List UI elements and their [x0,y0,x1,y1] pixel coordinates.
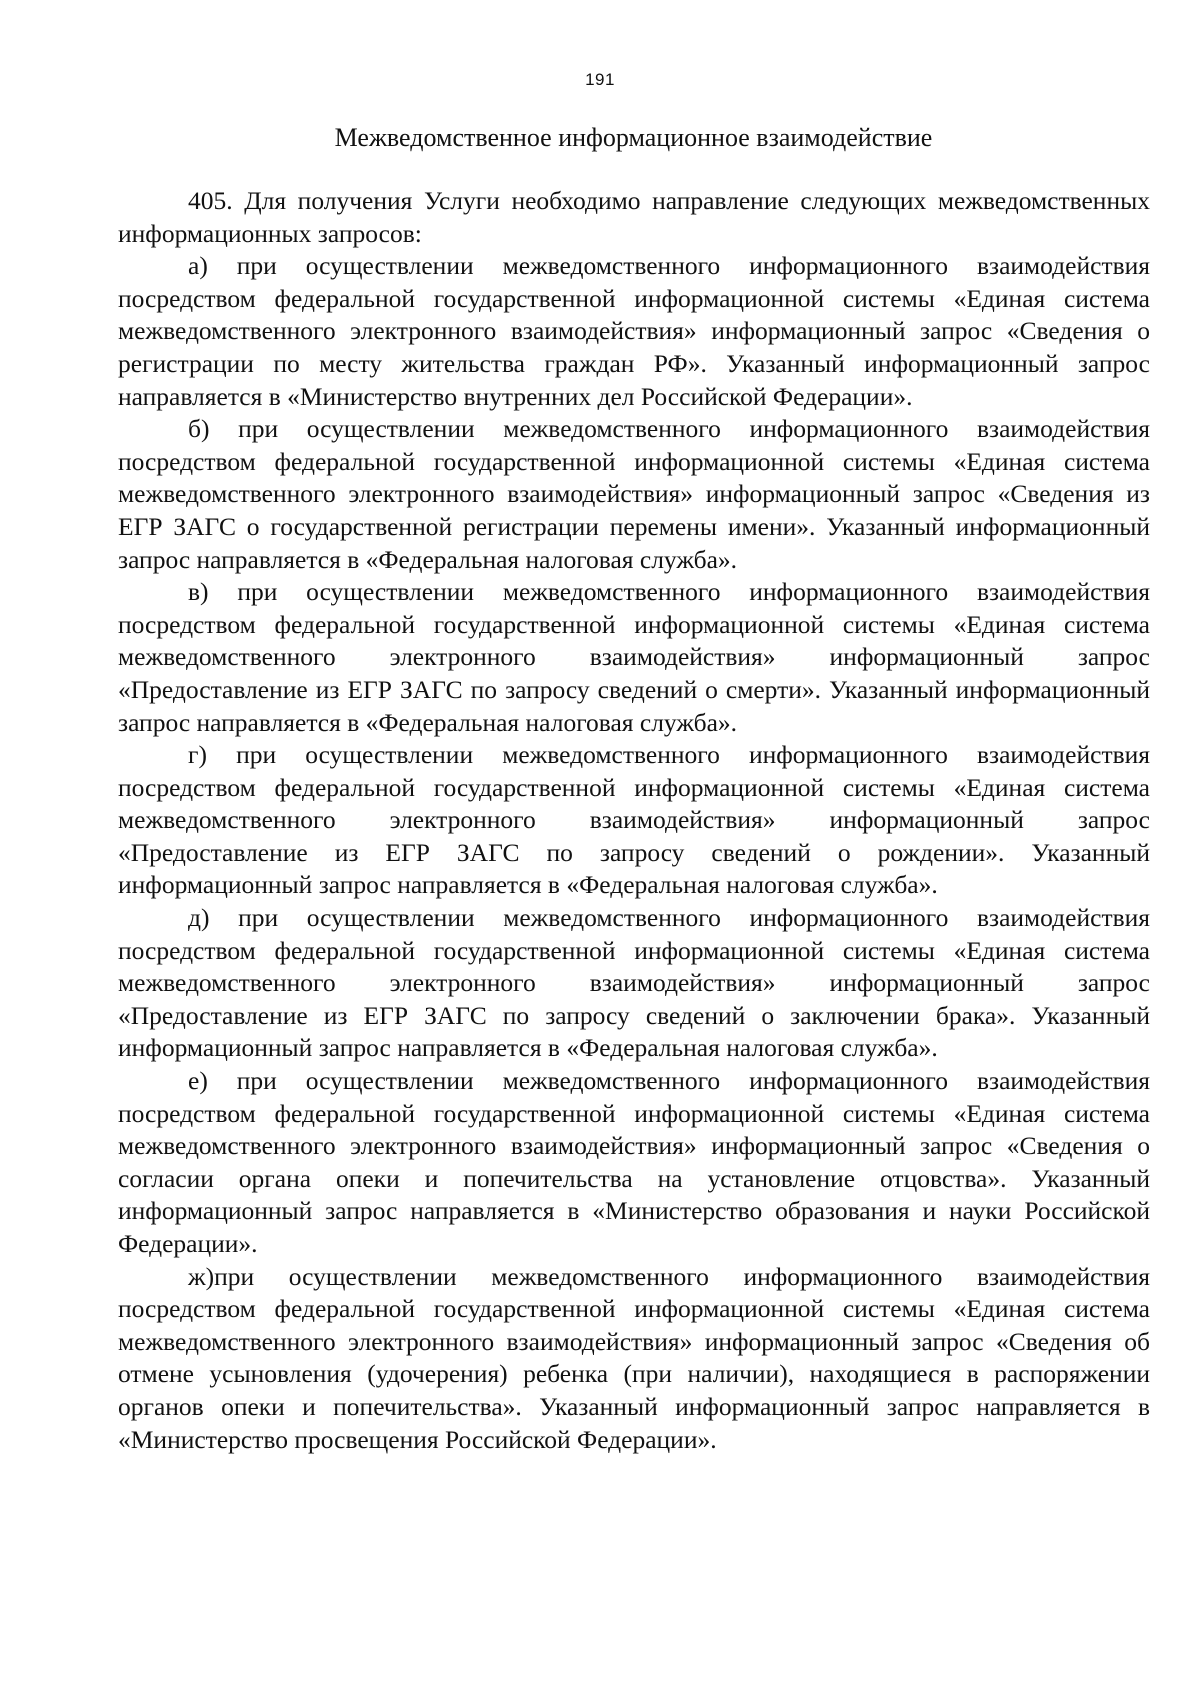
paragraph-item-d: д) при осуществлении межведомственного информационного взаимодействия посредством федеральной государственной информационной системы «Единая система межведомственного электронного взаимодействия» информационный запрос «Предоставление из ЕГР ЗАГС по запросу сведений о заключении брака». Указанный информационный запрос направляется в «Федеральная налоговая служба». [118,903,1150,1063]
document-body [118,185,1150,1456]
paragraph-intro: 405. Для получения Услуги необходимо направление следующих межведомственных информационных запросов: [118,186,1150,248]
paragraph-item-b: б) при осуществлении межведомственного информационного взаимодействия посредством федеральной государственной информационной системы «Единая система межведомственного электронного взаимодействия» информационный запрос «Сведения из ЕГР ЗАГС о государственной регистрации перемены имени». Указанный информационный запрос направляется в «Федеральная налоговая служба». [118,414,1150,574]
section-title: Межведомственное информационное взаимодействие [334,123,933,152]
paragraph-item-g: г) при осуществлении межведомственного информационного взаимодействия посредством федеральной государственной информационной системы «Единая система межведомственного электронного взаимодействия» информационный запрос «Предоставление из ЕГР ЗАГС по запросу сведений о рождении». Указанный информационный запрос направляется в «Федеральная налоговая служба». [118,740,1150,900]
paragraph-item-e: е) при осуществлении межведомственного информационного взаимодействия посредством федеральной государственной информационной системы «Единая система межведомственного электронного взаимодействия» информационный запрос «Сведения о согласии органа опеки и попечительства на установление отцовства». Указанный информационный запрос направляется в «Министерство образования и науки Российской Федерации». [118,1066,1150,1258]
page-number: 191 [585,70,615,89]
paragraph-item-zh: ж)при осуществлении межведомственного информационного взаимодействия посредством федеральной государственной информационной системы «Единая система межведомственного электронного взаимодействия» информационный запрос «Сведения об отмене усыновления (удочерения) ребенка (при наличии), находящиеся в распоряжении органов опеки и попечительства». Указанный информационный запрос направляется в «Министерство просвещения Российской Федерации». [118,1261,1150,1454]
paragraph-item-a: а) при осуществлении межведомственного информационного взаимодействия посредством федеральной государственной информационной системы «Единая система межведомственного электронного взаимодействия» информационный запрос «Сведения о регистрации по месту жительства граждан РФ». Указанный информационный запрос направляется в «Министерство внутренних дел Российской Федерации». [118,251,1150,411]
paragraph-item-v: в) при осуществлении межведомственного информационного взаимодействия посредством федеральной государственной информационной системы «Единая система межведомственного электронного взаимодействия» информационный запрос «Предоставление из ЕГР ЗАГС по запросу сведений о смерти». Указанный информационный запрос направляется в «Федеральная налоговая служба». [118,577,1150,737]
